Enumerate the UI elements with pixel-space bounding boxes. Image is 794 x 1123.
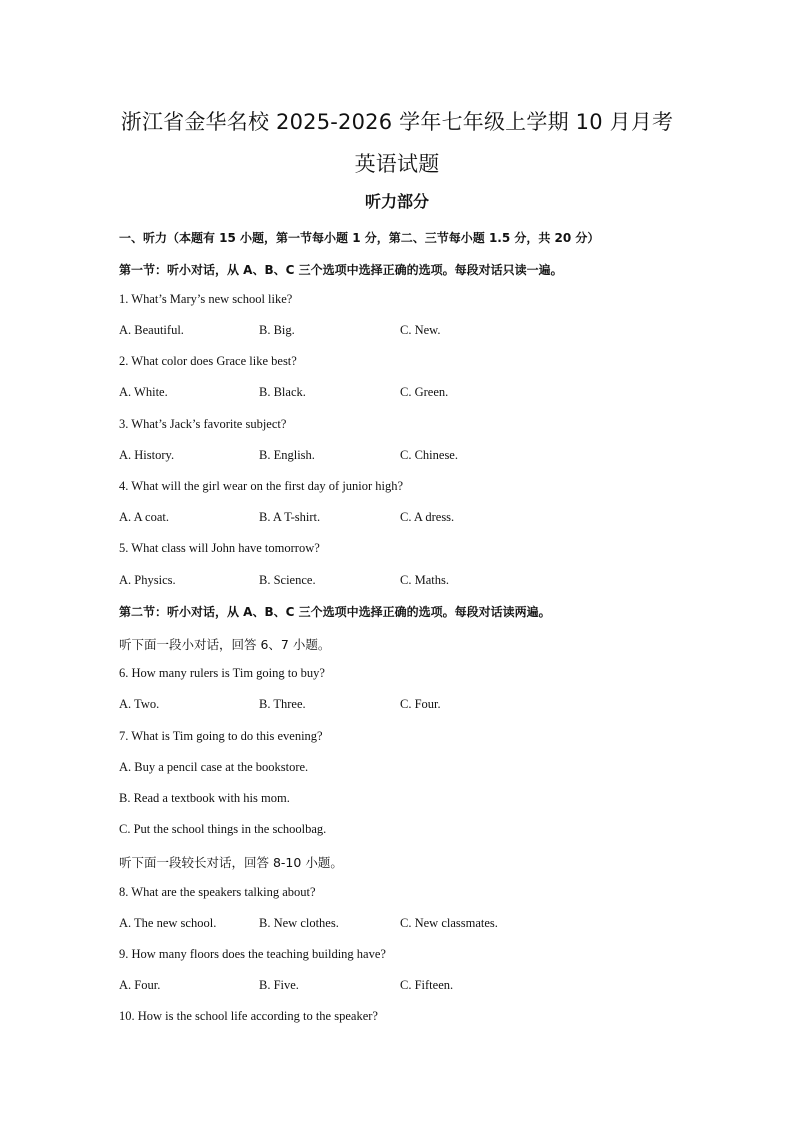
q9-option-b: B. Five. <box>259 978 299 992</box>
q4-option-a: A. A coat. <box>119 510 169 524</box>
question-6: 6. How many rulers is Tim going to buy? <box>119 666 325 680</box>
q5-option-a: A. Physics. <box>119 573 176 587</box>
question-7: 7. What is Tim going to do this evening? <box>119 729 323 743</box>
q8-option-b: B. New clothes. <box>259 916 339 930</box>
q2-option-c: C. Green. <box>400 385 449 399</box>
question-5: 5. What class will John have tomorrow? <box>119 541 320 555</box>
q4-option-b: B. A T-shirt. <box>259 510 321 524</box>
exam-subject: 英语试题 <box>354 152 440 176</box>
dialogue-instruction-6-7: 听下面一段小对话，回答 6、7 小题。 <box>119 637 331 652</box>
section-1-instruction: 第一节：听小对话，从 A、B、C 三个选项中选择正确的选项。每段对话只读一遍。 <box>119 263 563 277</box>
q8-option-a: A. The new school. <box>119 916 217 930</box>
q7-option-b: B. Read a textbook with his mom. <box>119 791 290 805</box>
part-heading: 听力部分 <box>364 192 429 211</box>
question-4: 4. What will the girl wear on the first day of junior high? <box>119 479 404 493</box>
q3-option-c: C. Chinese. <box>400 448 458 462</box>
q6-option-b: B. Three. <box>259 697 306 711</box>
q7-option-a: A. Buy a pencil case at the bookstore. <box>119 760 309 774</box>
exam-title: 浙江省金华名校 2025-2026 学年七年级上学期 10 月月考 <box>120 110 674 134</box>
q2-option-a: A. White. <box>119 385 168 399</box>
question-1: 1. What’s Mary’s new school like? <box>119 292 293 306</box>
section-2-instruction: 第二节：听小对话，从 A、B、C 三个选项中选择正确的选项。每段对话读两遍。 <box>119 605 551 619</box>
q1-option-b: B. Big. <box>259 323 295 337</box>
q2-option-b: B. Black. <box>259 385 306 399</box>
q1-option-c: C. New. <box>400 323 441 337</box>
question-10: 10. How is the school life according to the speaker? <box>119 1009 378 1023</box>
q3-option-b: B. English. <box>259 448 315 462</box>
q6-option-a: A. Two. <box>119 697 160 711</box>
question-2: 2. What color does Grace like best? <box>119 354 297 368</box>
q7-option-c: C. Put the school things in the schoolbag. <box>119 822 327 836</box>
q3-option-a: A. History. <box>119 448 175 462</box>
q6-option-c: C. Four. <box>400 697 441 711</box>
q9-option-c: C. Fifteen. <box>400 978 454 992</box>
question-9: 9. How many floors does the teaching building have? <box>119 947 386 961</box>
q4-option-c: C. A dress. <box>400 510 455 524</box>
q1-option-a: A. Beautiful. <box>119 323 184 337</box>
q9-option-a: A. Four. <box>119 978 161 992</box>
dialogue-instruction-8-10: 听下面一段较长对话，回答 8-10 小题。 <box>119 855 343 870</box>
q5-option-c: C. Maths. <box>400 573 449 587</box>
question-3: 3. What’s Jack’s favorite subject? <box>119 417 287 431</box>
q5-option-b: B. Science. <box>259 573 316 587</box>
section-main-instruction: 一、听力（本题有 15 小题，第一节每小题 1 分，第二、三节每小题 1.5 分，共 20 分） <box>119 231 600 245</box>
q8-option-c: C. New classmates. <box>400 916 498 930</box>
question-8: 8. What are the speakers talking about? <box>119 885 316 899</box>
